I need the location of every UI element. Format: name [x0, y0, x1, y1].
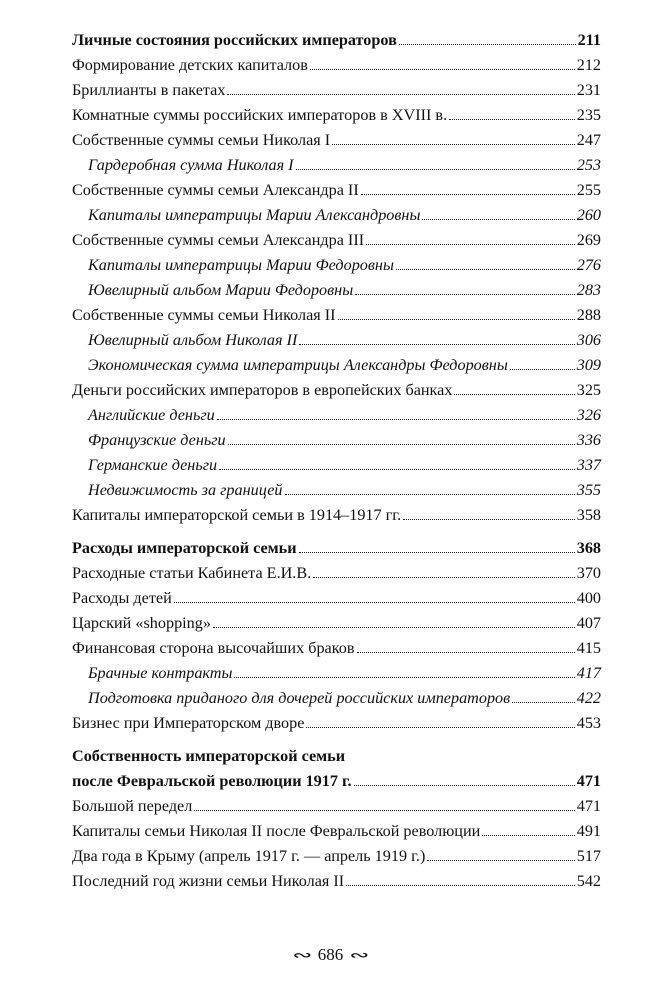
toc-entry-page: 407 — [576, 614, 601, 632]
toc-entry[interactable] — [72, 378, 601, 403]
dot-leader — [338, 319, 575, 320]
toc-entry-title: Бизнес при Императорском дворе — [72, 714, 305, 732]
toc-entry-title: Германские деньги — [88, 456, 218, 474]
toc-entry-title: Комнатные суммы российских императоров в XVIII в. — [72, 106, 448, 124]
dot-leader — [357, 652, 575, 653]
dot-leader — [299, 552, 575, 553]
toc-entry[interactable] — [72, 128, 601, 153]
toc-entry-title: Экономическая сумма императрицы Александры Федоровны — [88, 356, 508, 374]
dot-leader — [399, 44, 576, 45]
toc-entry-title: Собственные суммы семьи Николая II — [72, 306, 336, 324]
toc-entry-title: Собственные суммы семьи Александра III — [72, 231, 365, 249]
toc-entry-page: 288 — [576, 306, 601, 324]
dot-leader — [427, 860, 574, 861]
toc-entry[interactable] — [72, 78, 601, 103]
table-of-contents — [72, 28, 601, 894]
toc-entry[interactable] — [72, 203, 601, 228]
toc-entry-title: Собственные суммы семьи Николая I — [72, 131, 331, 149]
dot-leader — [396, 269, 575, 270]
toc-entry-title: Собственность императорской семьи — [72, 747, 346, 765]
toc-entry-page: 255 — [576, 181, 601, 199]
toc-entry-page: 422 — [576, 689, 601, 707]
toc-entry-title: Два года в Крыму (апрель 1917 г. — апрель 1919 г.) — [72, 847, 426, 865]
toc-entry[interactable] — [72, 503, 601, 528]
toc-entry-title: Большой передел — [72, 797, 193, 815]
ornament-left-icon: ∾ — [292, 948, 313, 964]
toc-entry[interactable] — [72, 53, 601, 78]
toc-entry[interactable] — [72, 478, 601, 503]
toc-entry[interactable] — [72, 611, 601, 636]
toc-entry[interactable] — [72, 819, 601, 844]
toc-entry-title: Последний год жизни семьи Николая II — [72, 872, 345, 890]
dot-leader — [213, 627, 575, 628]
toc-entry-page: 253 — [576, 156, 601, 174]
toc-entry[interactable] — [72, 686, 601, 711]
dot-leader — [313, 577, 575, 578]
toc-entry-title: Собственные суммы семьи Александра II — [72, 181, 359, 199]
dot-leader — [234, 677, 574, 678]
toc-entry-page: 453 — [576, 714, 601, 732]
dot-leader — [285, 494, 575, 495]
toc-entry[interactable] — [72, 711, 601, 736]
dot-leader — [361, 194, 575, 195]
toc-entry-title: Французские деньги — [88, 431, 226, 449]
toc-entry-title: Ювелирный альбом Марии Федоровны — [88, 281, 354, 299]
toc-entry[interactable] — [72, 28, 601, 53]
toc-entry-title: Капиталы императрицы Марии Александровны — [88, 206, 421, 224]
dot-leader — [227, 94, 574, 95]
toc-entry[interactable] — [72, 586, 601, 611]
toc-entry-title: Брачные контракты — [88, 664, 233, 682]
toc-entry-title: Бриллианты в пакетах — [72, 81, 226, 99]
toc-entry-title: Подготовка приданого для дочерей российских императоров — [88, 689, 511, 707]
dot-leader — [449, 119, 575, 120]
toc-entry-title: Финансовая сторона высочайших браков — [72, 639, 355, 657]
toc-entry-page: 306 — [576, 331, 601, 349]
toc-entry-title: Капиталы императрицы Марии Федоровны — [88, 256, 394, 274]
dot-leader — [228, 444, 575, 445]
toc-entry-title: Деньги российских императоров в европейских банках — [72, 381, 453, 399]
toc-entry[interactable] — [72, 661, 601, 686]
toc-entry[interactable] — [72, 453, 601, 478]
toc-entry-page: 247 — [576, 131, 601, 149]
dot-leader — [306, 727, 574, 728]
toc-entry[interactable] — [72, 794, 601, 819]
toc-entry[interactable] — [72, 353, 601, 378]
dot-leader — [174, 602, 575, 603]
toc-entry[interactable] — [72, 253, 601, 278]
toc-entry-page: 283 — [576, 281, 601, 299]
toc-entry-title: Расходы детей — [72, 589, 172, 607]
toc-entry-page: 260 — [576, 206, 601, 224]
toc-entry[interactable] — [72, 844, 601, 869]
toc-entry-page: 337 — [576, 456, 601, 474]
toc-entry-title: Расходы императорской семьи — [72, 539, 297, 557]
toc-entry-page: 326 — [576, 406, 601, 424]
dot-leader — [354, 785, 575, 786]
dot-leader — [299, 344, 574, 345]
toc-entry[interactable] — [72, 869, 601, 894]
toc-entry-page: 400 — [576, 589, 601, 607]
dot-leader — [194, 810, 574, 811]
toc-entry-page: 309 — [576, 356, 601, 374]
page-footer — [0, 943, 661, 968]
dot-leader — [512, 702, 575, 703]
dot-leader — [355, 294, 575, 295]
toc-entry-page: 417 — [576, 664, 601, 682]
toc-entry-page: 471 — [576, 772, 601, 790]
dot-leader — [454, 394, 574, 395]
toc-entry[interactable] — [72, 561, 601, 586]
toc-entry-title: после Февральской революции 1917 г. — [72, 772, 352, 790]
ornament-right-icon: ∾ — [348, 948, 369, 964]
toc-entry-page: 471 — [576, 797, 601, 815]
toc-entry-title: Английские деньги — [88, 406, 215, 424]
toc-entry-page: 325 — [576, 381, 601, 399]
toc-entry-page: 358 — [576, 506, 601, 524]
toc-entry-title: Капиталы императорской семьи в 1914–1917 гг. — [72, 506, 402, 524]
toc-entry-page: 231 — [576, 81, 601, 99]
toc-entry-page: 276 — [576, 256, 601, 274]
toc-entry-page: 336 — [576, 431, 601, 449]
toc-entry[interactable] — [72, 536, 601, 561]
toc-entry-page: 269 — [576, 231, 601, 249]
dot-leader — [422, 219, 574, 220]
toc-entry-page: 368 — [576, 539, 601, 557]
dot-leader — [366, 244, 575, 245]
dot-leader — [403, 519, 575, 520]
toc-entry-page: 355 — [576, 481, 601, 499]
toc-entry-title: Гардеробная сумма Николая I — [88, 156, 294, 174]
toc-entry[interactable] — [72, 153, 601, 178]
toc-entry-title: Царский «shopping» — [72, 614, 211, 632]
toc-entry-page: 212 — [576, 56, 601, 74]
toc-entry-page: 542 — [576, 872, 601, 890]
toc-entry[interactable] — [72, 769, 601, 794]
dot-leader — [219, 469, 575, 470]
toc-entry[interactable] — [72, 303, 601, 328]
toc-entry-title: Недвижимость за границей — [88, 481, 283, 499]
toc-entry[interactable] — [72, 403, 601, 428]
dot-leader — [510, 369, 575, 370]
toc-entry[interactable] — [72, 228, 601, 253]
toc-entry[interactable] — [72, 636, 601, 661]
toc-entry[interactable] — [72, 278, 601, 303]
toc-entry[interactable] — [72, 744, 601, 769]
toc-entry-title: Расходные статьи Кабинета Е.И.В. — [72, 564, 312, 582]
dot-leader — [332, 144, 575, 145]
toc-entry-page: 415 — [576, 639, 601, 657]
dot-leader — [482, 835, 574, 836]
toc-entry-title: Ювелирный альбом Николая II — [88, 331, 298, 349]
toc-entry[interactable] — [72, 178, 601, 203]
toc-entry-page: 491 — [576, 822, 601, 840]
dot-leader — [346, 885, 575, 886]
toc-entry-page: 235 — [576, 106, 601, 124]
toc-entry-title: Формирование детских капиталов — [72, 56, 308, 74]
dot-leader — [217, 419, 575, 420]
toc-entry-title: Капиталы семьи Николая II после Февральской революции — [72, 822, 481, 840]
toc-entry-page: 211 — [577, 31, 601, 49]
toc-entry-page: 517 — [576, 847, 601, 865]
page-number: 686 — [317, 945, 344, 964]
toc-entry[interactable] — [72, 428, 601, 453]
toc-entry-title: Личные состояния российских императоров — [72, 31, 397, 49]
dot-leader — [296, 169, 575, 170]
toc-entry[interactable] — [72, 103, 601, 128]
dot-leader — [310, 69, 575, 70]
toc-entry-page: 370 — [576, 564, 601, 582]
toc-entry[interactable] — [72, 328, 601, 353]
